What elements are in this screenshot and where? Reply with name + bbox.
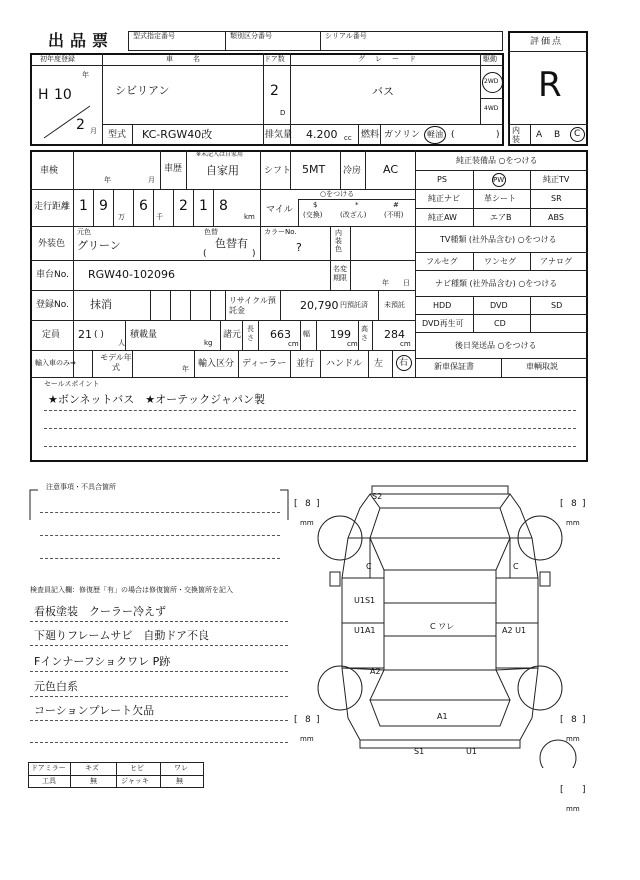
missing-v2: 無 <box>90 777 97 785</box>
recycle-value: 20,790 <box>300 299 339 312</box>
navi-hdd: HDD <box>433 301 452 310</box>
missing-v3: ジャッキ <box>121 777 149 785</box>
tire-rr-unit: mm <box>566 735 580 743</box>
mileage-digit-4: 2 <box>179 198 188 214</box>
tire-fl-bracket: [ <box>294 499 298 509</box>
mark-c-left: C <box>366 562 372 571</box>
mileage-sen: 千 <box>156 213 163 221</box>
color-label: 外装色 <box>38 239 66 249</box>
title-change-day: 日 <box>403 279 410 287</box>
length-value: 663 <box>270 328 291 341</box>
import-type-label: 輸入区分 <box>198 359 235 369</box>
dims-label: 諸元 <box>223 330 242 340</box>
equip-standard-header: 純正装備品 ○をつける <box>456 156 538 165</box>
sheet-title: 出品票 <box>48 31 115 50</box>
opt-exchange-symbol: $ <box>313 201 318 209</box>
tv-oneseg: ワンセグ <box>484 257 516 266</box>
shift-value: 5MT <box>302 163 326 176</box>
mark-a2u1: A2 U1 <box>502 626 527 635</box>
equip-abs: ABS <box>548 213 564 222</box>
equip-tv: 純正TV <box>543 175 570 184</box>
model-year-unit: 年 <box>182 365 189 373</box>
mark-c-ware: C ワレ <box>430 622 455 631</box>
inspector-label: 検査員記入欄：修復歴「有」の場合は修復箇所・交換箇所を記入 <box>30 586 233 594</box>
tv-fullseg: フルセグ <box>426 257 458 266</box>
missing-h1: ドアミラー <box>31 764 66 772</box>
chassis-label: 車台No. <box>36 270 69 280</box>
missing-v1: 工具 <box>42 777 56 785</box>
fuel-gasoline: ガソリン <box>384 130 421 140</box>
mileage-digit-2: 9 <box>99 198 108 214</box>
recycle-unit: 円預託済 <box>340 301 368 309</box>
ac-value: AC <box>383 163 399 176</box>
grade-label: グレード <box>358 55 426 63</box>
id-number-box <box>128 31 503 51</box>
inspector-note-4: 元色白系 <box>34 680 78 693</box>
interior-b: B <box>554 130 561 140</box>
width-label: 幅 <box>303 330 310 338</box>
mileage-label: 走行距離 <box>34 202 71 212</box>
month-unit: 月 <box>90 127 97 135</box>
mark-a2: A2 <box>370 667 381 676</box>
height-value: 284 <box>384 328 405 341</box>
title-change-year: 年 <box>382 279 389 287</box>
grade-value: バス <box>372 85 394 98</box>
recycle-unpaid: 未預託 <box>384 301 405 309</box>
later-header: 後日発送品 ○をつける <box>455 341 537 350</box>
height-unit: cm <box>400 340 411 348</box>
mileage-digit-6: 8 <box>219 198 228 214</box>
opt-tampered-symbol: * <box>355 201 359 209</box>
import-label: 輸入車のみ⇒ <box>35 359 76 367</box>
reg-no-value: 抹消 <box>90 298 112 311</box>
tv-analog: アナログ <box>540 257 572 266</box>
recycle-label: リサイクル預託金 <box>229 296 276 315</box>
navi-dvd: DVD <box>490 301 508 310</box>
tire-fr-value: 8 <box>571 499 577 509</box>
rating-label: 評価点 <box>530 37 564 47</box>
year-unit: 年 <box>82 71 89 79</box>
handle-label: ハンドル <box>326 359 363 369</box>
caution-label: 注意事項・不具合箇所 <box>46 483 116 491</box>
playback-dvd: DVD再生可 <box>422 319 464 328</box>
inspector-note-3: Fインナーフショクワレ P跡 <box>34 655 171 668</box>
capacity-value: 21 <box>78 328 92 341</box>
navi-sd: SD <box>551 301 563 310</box>
shift-label: シフト <box>264 166 292 176</box>
tire-rr-value: 8 <box>571 715 577 725</box>
parallel-label: 並行 <box>296 359 315 369</box>
height-label: 高さ <box>361 325 368 342</box>
interior-a: A <box>536 130 543 140</box>
original-color-label: 元色 <box>77 228 91 236</box>
missing-v4: 無 <box>176 777 183 785</box>
fuel-diesel: 軽油 <box>427 130 443 139</box>
rating-value: R <box>538 65 562 105</box>
drive-label: 駆動 <box>483 55 497 63</box>
playback-cd: CD <box>494 319 506 328</box>
equip-leather: 革シート <box>484 194 516 203</box>
length-label: 長さ <box>247 325 254 342</box>
color-no-label: カラーNo. <box>264 228 297 236</box>
mileage-unit: km <box>244 213 255 221</box>
mark-a1: A1 <box>437 712 448 721</box>
length-unit: cm <box>288 340 299 348</box>
ac-label: 冷房 <box>343 166 362 176</box>
missing-h4: ワレ <box>174 764 188 772</box>
load-unit: kg <box>204 339 213 347</box>
inspection-year-unit: 年 <box>104 176 111 184</box>
mark-s2: S2 <box>372 492 383 501</box>
width-value: 199 <box>330 328 351 341</box>
mileage-digit-3: 6 <box>139 198 148 214</box>
capacity-label: 定員 <box>42 330 61 340</box>
era-value: H <box>38 87 49 103</box>
inspection-label: 車検 <box>40 166 59 176</box>
chassis-value: RGW40-102096 <box>88 268 176 281</box>
mark-u1: U1 <box>466 747 477 756</box>
month-value: 2 <box>76 117 85 133</box>
model-value: KC-RGW40改 <box>142 128 213 141</box>
drive-4wd: 4WD <box>484 105 499 112</box>
fuel-label: 燃料 <box>361 130 380 140</box>
first-reg-label: 初年度登録 <box>40 55 75 63</box>
missing-h3: ヒビ <box>130 764 144 772</box>
interior-label: 内装 <box>512 126 520 144</box>
first-reg-slash <box>40 104 95 140</box>
current-color-value: 色替有 <box>215 237 248 250</box>
sales-label: セールスポイント <box>44 380 100 388</box>
model-label: 型式 <box>108 130 127 140</box>
inspector-note-1: 看板塗装 クーラー冷えず <box>34 605 166 618</box>
serial-no-label: シリアル番号 <box>325 32 367 40</box>
opt-tampered: (改ざん) <box>340 211 367 219</box>
capacity-paren: ( ) <box>94 330 104 340</box>
tv-header: TV種類 (社外品含む) ○をつける <box>440 235 557 244</box>
type-no-label: 型式指定番号 <box>133 32 175 40</box>
equip-aw: 純正AW <box>428 213 457 222</box>
equip-pw: PW <box>493 176 505 184</box>
model-year-label: モデル年式 <box>100 353 132 372</box>
handle-right: 右 <box>399 358 409 368</box>
displacement-unit: cc <box>344 134 352 142</box>
mark-s1: S1 <box>414 747 425 756</box>
interior-color-label: 内装色 <box>335 229 342 253</box>
mark-c-right: C <box>513 562 519 571</box>
load-label: 積載量 <box>130 330 158 340</box>
capacity-unit: 人 <box>118 339 125 347</box>
opt-unknown-symbol: # <box>393 201 399 209</box>
circle-note: ○をつける <box>320 190 355 198</box>
mile-label: マイル <box>266 205 293 215</box>
caution-bracket <box>28 480 290 560</box>
displacement-label: 排気量 <box>265 130 293 140</box>
handle-left: 左 <box>374 359 384 369</box>
mileage-digit-5: 1 <box>199 198 208 214</box>
inspector-note-5: コーションプレート欠品 <box>34 704 155 717</box>
history-label: 車歴 <box>164 164 183 174</box>
tire-fr-unit: mm <box>566 519 580 527</box>
tire-fl-value: 8 <box>305 499 311 509</box>
mileage-digit-1: 1 <box>79 198 88 214</box>
tire-spare-unit: mm <box>566 805 580 813</box>
later-manual: 車輌取説 <box>526 362 558 371</box>
width-unit: cm <box>347 340 358 348</box>
year-value: 10 <box>54 87 72 103</box>
equip-airbag: エアB <box>490 213 512 222</box>
car-name-value: シビリアン <box>115 84 170 97</box>
category-no-label: 類別区分番号 <box>230 32 272 40</box>
doors-label: ドア数 <box>264 55 285 63</box>
displacement-value: 4.200 <box>306 128 338 141</box>
missing-h2: キズ <box>85 764 99 772</box>
current-color-label: 色替 <box>204 228 218 236</box>
tire-fl-unit: mm <box>300 519 314 527</box>
original-color-value: グリーン <box>77 239 121 252</box>
mark-u1s1: U1S1 <box>354 596 376 605</box>
mark-u1a1: U1A1 <box>354 626 376 635</box>
doors-value: 2 <box>270 83 279 99</box>
inspector-note-2: 下廻りフレームサビ 自動ドア不良 <box>34 629 210 642</box>
tire-rl-value: 8 <box>305 715 311 725</box>
title-change-label: 名変期限 <box>333 265 347 282</box>
opt-exchange: (交換) <box>303 211 323 219</box>
equip-sr: SR <box>551 194 562 203</box>
sales-text: ★ボンネットバス ★オーテックジャパン製 <box>48 393 265 406</box>
tire-rl-unit: mm <box>300 735 314 743</box>
history-value: 自家用 <box>206 164 239 177</box>
mileage-man: 万 <box>118 213 125 221</box>
car-name-label: 車名 <box>166 55 220 63</box>
color-no-value: ? <box>296 241 302 254</box>
equip-navi: 純正ナビ <box>428 194 460 203</box>
equip-ps: PS <box>437 175 447 184</box>
inspection-month-unit: 月 <box>148 176 155 184</box>
navi-header: ナビ種類 (社外品含む) ○をつける <box>435 279 558 288</box>
opt-unknown: (不明) <box>384 211 404 219</box>
later-warranty: 新車保証書 <box>434 362 474 371</box>
reg-no-label: 登録No. <box>36 300 69 310</box>
history-note: ※未記入は自家用 <box>196 151 244 158</box>
doors-sub: D <box>280 109 286 117</box>
dealer-label: ディーラー <box>242 359 287 369</box>
interior-c: C <box>574 129 581 139</box>
drive-2wd: 2WD <box>484 78 499 85</box>
